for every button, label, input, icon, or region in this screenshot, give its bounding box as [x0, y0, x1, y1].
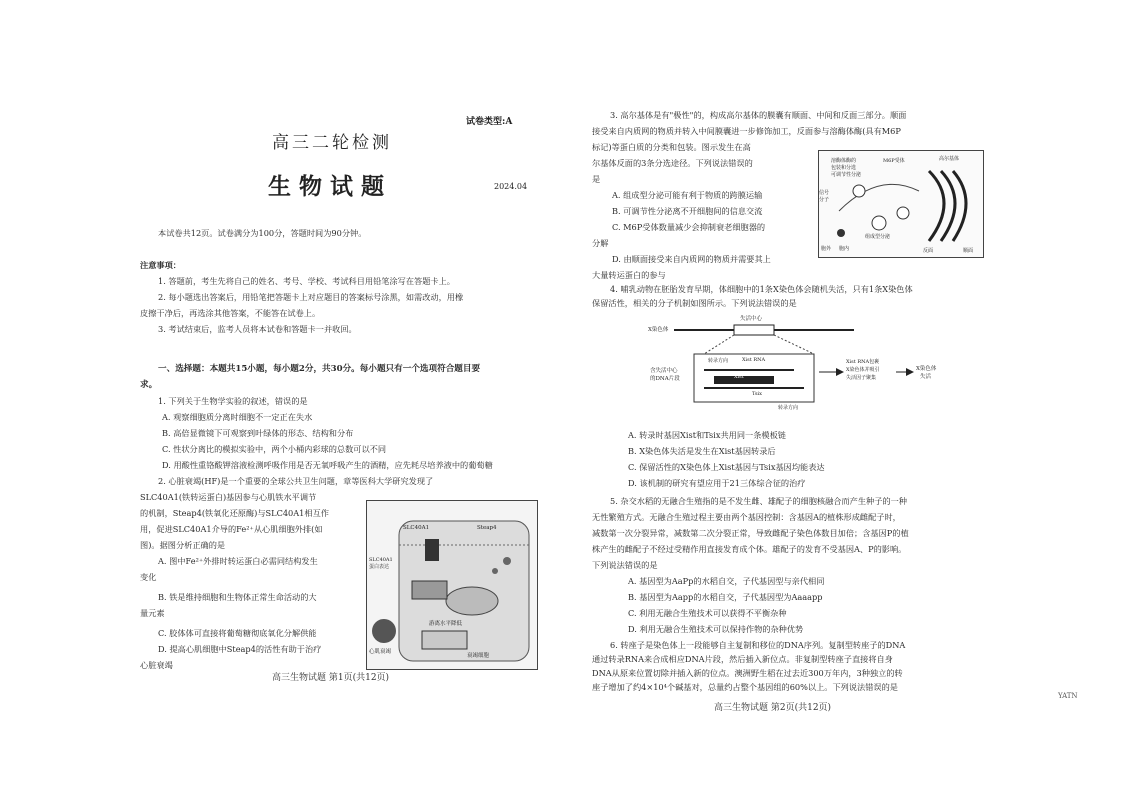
note-2: 2. 每小题选出答案后，用铅笔把答题卡上对应题目的答案标号涂黑，如需改动，用橡	[158, 292, 464, 302]
q6-stem-line4: 座子增加了约4×10⁴个碱基对，总量约占整个基因组的60%以上。下列说法错误的是	[592, 682, 898, 692]
section-heading: 一、选择题：本题共15小题，每小题2分，共30分。每小题只有一个选项符合题目要	[158, 364, 481, 374]
q4-fig-label-4: Xist RNA	[742, 357, 766, 363]
q2-fig-label-5: 心肌衰竭	[369, 649, 392, 655]
q5-stem-line4: 株产生的雌配子不经过受精作用直接发育成个体。雄配子的发育不受基因A、P的影响。	[592, 544, 907, 554]
q2-option-b: B. 铁是维持细胞和生物体正常生命活动的大	[158, 592, 317, 602]
note-2-cont: 皮擦干净后，再选涂其他答案，不能答在试卷上。	[140, 308, 321, 318]
q4-fig-label-5: Xist	[734, 374, 744, 380]
exam-type-label: 试卷类型:A	[466, 117, 513, 127]
q3-fig-label-12: 顺面	[963, 248, 974, 254]
page-right	[592, 0, 984, 794]
q3-fig-label-2: 包装和分选	[831, 165, 857, 171]
q4-fig-label-12: 失活因子聚集	[846, 375, 877, 381]
q3-fig-label-1: 溶酶体酶的	[831, 158, 857, 164]
page-left	[140, 0, 540, 794]
q5-option-d: D. 利用无融合生殖技术可以保持作物的杂种优势	[628, 624, 804, 634]
q3-fig-label-11: 反面	[923, 248, 934, 254]
q4-fig-label-8: Tsix	[752, 391, 762, 397]
q2-option-d-cont: 心脏衰竭	[140, 660, 173, 670]
q4-option-b: B. X染色体失活是发生在Xist基因转录后	[628, 446, 776, 456]
q3-stem-line5: 是	[592, 174, 601, 184]
q3-fig-label-8: 组成型分泌	[865, 234, 891, 240]
q3-option-b: B. 可调节性分泌离不开细胞间的信息交流	[612, 206, 763, 216]
q3-stem-line4: 尔基体反面的3条分选途径。下列说法错误的	[592, 158, 753, 168]
q2-fig-label-6: 衰竭细胞	[467, 653, 490, 659]
note-3: 3. 考试结束后，监考人员将本试卷和答题卡一并收回。	[158, 324, 357, 334]
q4-fig-label-10: Xist RNA包裹	[846, 359, 880, 365]
q1-option-d: D. 用酸性重铬酸钾溶液检测呼吸作用是否无氧呼吸产生的酒精，应先耗尽培养液中的葡萄糖	[162, 460, 493, 470]
q3-fig-label-6: 信号	[819, 190, 830, 196]
subject-title: 生物试题	[268, 173, 392, 200]
q5-stem-line5: 下列说法错误的是	[592, 560, 658, 570]
q4-stem-line2: 保留活性，相关的分子机制如图所示。下列说法错误的是	[592, 298, 797, 308]
footer-right: 高三生物试题 第2页(共12页)	[714, 703, 832, 713]
q4-fig-label-11: X染色体并吸引	[846, 367, 880, 373]
q1-option-a: A. 观察细胞质分离时细胞不一定正在失水	[162, 412, 313, 422]
q4-option-a: A. 转录时基因Xist和Tsix共用同一条模板链	[628, 430, 786, 440]
q1-option-b: B. 高倍显微镜下可观察到叶绿体的形态、结构和分布	[162, 428, 354, 438]
q3-stem-line1: 3. 高尔基体是有"极性"的，构成高尔基体的膜囊有顺面、中间和反面三部分。顺面	[610, 110, 907, 120]
q6-stem-line2: 通过转录RNA来合成相应DNA片段，然后插入新位点。非复制型转座子直接将自身	[592, 654, 893, 664]
corner-mark: YATN	[1058, 692, 1078, 700]
q1-option-c: C. 性状分离比的模拟实验中，两个小桶内彩球的总数可以不同	[162, 444, 387, 454]
q5-stem-line1: 5. 杂交水稻的无融合生殖指的是不发生雌、雄配子的细胞核融合而产生种子的一种	[610, 496, 907, 506]
q3-option-d: D. 由顺面接受来自内质网的物质并需要其上	[612, 254, 771, 264]
q2-fig-label-1: SLC40A1	[403, 525, 430, 531]
exam-intro: 本试卷共12页。试卷满分为100分，答题时间为90分钟。	[158, 228, 367, 238]
q4-fig-label-3: 转录方向	[708, 358, 729, 364]
q3-fig-label-10: 胞内	[839, 246, 850, 252]
q2-fig-label-4: 游离水平降低	[429, 621, 463, 627]
q3-stem-line3: 标记)等蛋白质的分类和包装。图示发生在高	[592, 142, 751, 152]
q6-stem-line1: 6. 转座子是染色体上一段能够自主复制和移位的DNA序列。复制型转座子的DNA	[610, 640, 906, 650]
q4-fig-label-1: 失活中心	[740, 316, 763, 322]
q2-option-a-cont: 变化	[140, 572, 157, 582]
exam-date: 2024.04	[494, 182, 528, 191]
q2-stem-line4: 用，促进SLC40A1介导的Fe²⁺从心肌细胞外排(如	[140, 524, 323, 534]
q2-fig-label-2: Steap4	[477, 525, 497, 531]
q3-option-d-cont: 大量转运蛋白的参与	[592, 270, 666, 280]
q4-option-d: D. 该机制的研究有望应用于21三体综合征的治疗	[628, 478, 806, 488]
q2-option-c: C. 胶体体可直接将葡萄糖彻底氧化分解供能	[158, 628, 317, 638]
footer-left: 高三生物试题 第1页(共12页)	[272, 673, 390, 683]
q4-fig-label-7: 的DNA片段	[650, 376, 680, 382]
q3-option-c-cont: 分解	[592, 238, 609, 248]
q3-fig-label-9: 胞外	[821, 246, 832, 252]
q3-option-a: A. 组成型分泌可能有利于物质的跨膜运输	[612, 190, 763, 200]
q4-figure	[614, 314, 944, 418]
q1-stem: 1. 下列关于生物学实验的叙述，错误的是	[158, 396, 308, 406]
q2-option-d: D. 提高心肌细胞中Steap4的活性有助于治疗	[158, 644, 322, 654]
q3-fig-label-4: M6P受体	[883, 158, 905, 164]
q5-stem-line2: 无性繁殖方式。无融合生殖过程主要由两个基因控制：含基因A的植株形成雌配子时，	[592, 512, 901, 522]
q4-fig-label-2: X染色体	[648, 327, 669, 333]
note-1: 1. 答题前，考生先将自己的姓名、考号、学校、考试科目用铅笔涂写在答题卡上。	[158, 276, 455, 286]
q2-stem-line1: 2. 心脏衰竭(HF)是一个重要的全球公共卫生问题，章等医科大学研究发现了	[158, 476, 434, 486]
q2-option-a: A. 图中Fe²⁺外排时转运蛋白必需同结构发生	[158, 556, 318, 566]
q4-fig-label-9: 转录方向	[778, 405, 799, 411]
q3-option-c: C. M6P受体数量减少会抑制衰老细胞器的	[612, 222, 766, 232]
q2-figure	[366, 500, 538, 670]
notes-heading: 注意事项：	[140, 260, 181, 270]
q5-option-c: C. 利用无融合生殖技术可以获得不平衡杂种	[628, 608, 787, 618]
q2-stem-line3: 的机制，Steap4(铁氧化还原酶)与SLC40A1相互作	[140, 508, 329, 518]
q4-option-c: C. 保留活性的X染色体上Xist基因与Tsix基因均能表达	[628, 462, 825, 472]
q2-figure-drawing	[367, 501, 537, 669]
q3-fig-label-3: 可调节性分泌	[831, 172, 862, 178]
section-heading-cont: 求。	[140, 380, 158, 390]
q3-stem-line2: 接受来自内质网的物质并转入中间膜囊进一步修饰加工，反面参与溶酶体酶(具有M6P	[592, 126, 901, 136]
q4-fig-label-14: 失活	[920, 374, 932, 380]
q5-option-a: A. 基因型为AaPp的水稻自交，子代基因型与亲代相同	[628, 576, 825, 586]
q3-fig-label-7: 分子	[819, 197, 830, 203]
q5-stem-line3: 减数第一次分裂异常，减数第二次分裂正常，导致雌配子染色体数目加倍；含基因P的植	[592, 528, 909, 538]
q3-figure	[818, 150, 984, 258]
q2-stem-line5: 图)。据图分析正确的是	[140, 540, 226, 550]
q2-stem-line2: SLC40A1(铁转运蛋白)基因参与心肌铁水平调节	[140, 492, 317, 502]
q5-option-b: B. 基因型为Aapp的水稻自交，子代基因型为Aaaapp	[628, 592, 823, 602]
exam-title: 高三二轮检测	[272, 133, 392, 153]
q4-stem-line1: 4. 哺乳动物在胚胎发育早期，体细胞中的1条X染色体会随机失活，只有1条X染色体	[610, 284, 913, 294]
q4-fig-label-6: 含失活中心	[650, 368, 678, 374]
q3-fig-label-5: 高尔基体	[939, 156, 960, 162]
q2-fig-label-3: SLC40A1 蛋白表达	[369, 557, 393, 570]
q2-option-b-cont: 量元素	[140, 608, 165, 618]
q4-fig-label-13: X染色体	[916, 366, 937, 372]
q6-stem-line3: DNA从原来位置切除并插入新的位点。澳洲野生稻在过去近300万年内，3种独立的转	[592, 668, 903, 678]
